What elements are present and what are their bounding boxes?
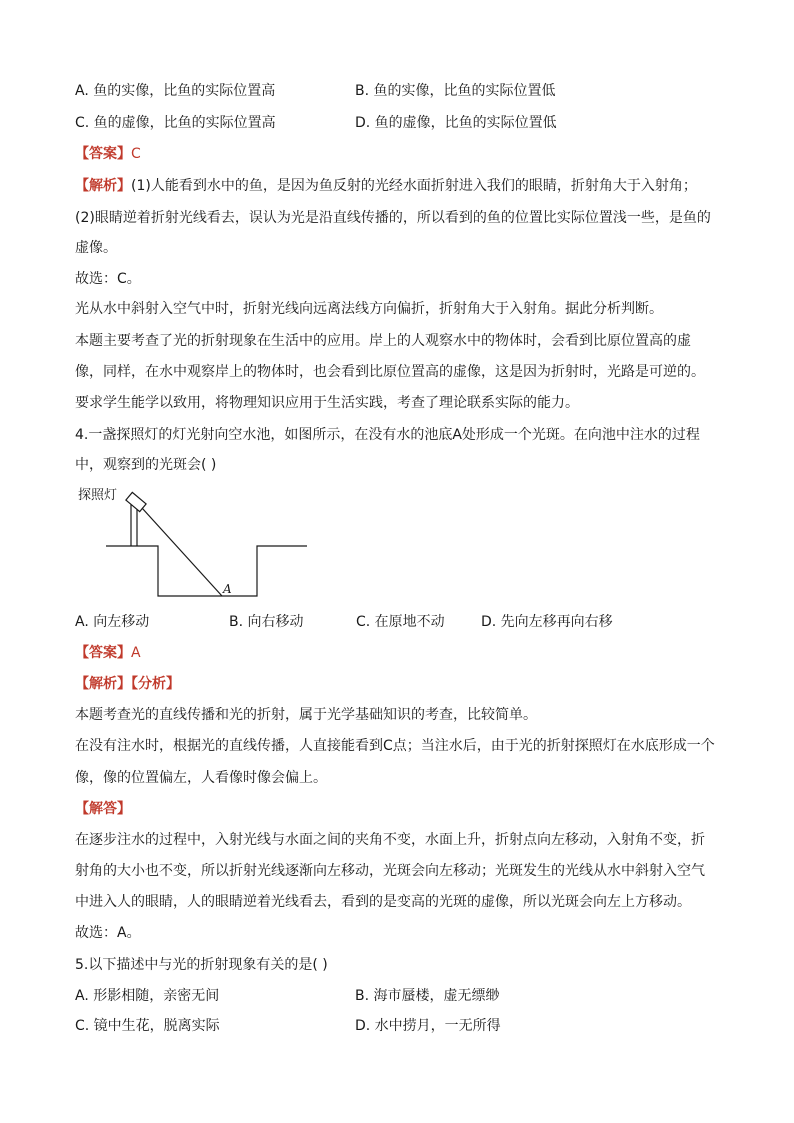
q3-note-line-2: 本题主要考查了光的折射现象在生活中的应用。岸上的人观察水中的物体时，会看到比原位置高的虚 bbox=[75, 333, 691, 349]
analysis-text: (1)人能看到水中的鱼，是因为鱼反射的光经水面折射进入我们的眼睛，折射角大于入射角； bbox=[131, 178, 697, 194]
q3-option-c: C. 鱼的虚像，比鱼的实际位置高 bbox=[75, 115, 276, 131]
light-ray bbox=[142, 508, 222, 596]
q4-solution-line-3: 中进入人的眼睛，人的眼睛逆着光线看去，看到的是变高的光斑的虚像，所以光斑会向左上方移动。 bbox=[75, 894, 691, 910]
q3-analysis-line-1 bbox=[75, 176, 697, 196]
q3-option-a: A. 鱼的实像，比鱼的实际位置高 bbox=[75, 83, 276, 99]
q3-note-line-3: 像，同样，在水中观察岸上的物体时，也会看到比原位置高的虚像，这是因为折射时，光路是可逆的。 bbox=[75, 364, 705, 380]
q4-analysis-line-1: 本题考查光的直线传播和光的折射，属于光学基础知识的考查，比较简单。 bbox=[75, 707, 537, 723]
q3-note-line-1: 光从水中斜射入空气中时，折射光线向远离法线方向偏折，折射角大于入射角。据此分析判断。 bbox=[75, 301, 663, 317]
lamp-label: 探照灯 bbox=[78, 488, 118, 503]
answer-value: C bbox=[131, 146, 141, 162]
q3-analysis-line-3: 虚像。 bbox=[75, 240, 117, 256]
q4-option-b: B. 向右移动 bbox=[229, 614, 304, 630]
q4-analysis-line-3: 像，像的位置偏左，人看像时像会偏上。 bbox=[75, 770, 327, 786]
q3-note-line-4: 要求学生能学以致用，将物理知识应用于生活实践，考查了理论联系实际的能力。 bbox=[75, 395, 579, 411]
answer-tag: 【答案】 bbox=[75, 645, 131, 661]
analysis-tag: 【解析】 bbox=[75, 178, 131, 194]
point-a-label: A bbox=[223, 582, 232, 596]
q4-option-c: C. 在原地不动 bbox=[356, 614, 445, 630]
q4-choice: 故选：A。 bbox=[75, 925, 141, 941]
q4-stem-line-1: 4.一盏探照灯的灯光射向空水池，如图所示，在没有水的池底A处形成一个光斑。在向池中注水的过程 bbox=[75, 427, 700, 443]
answer-value: A bbox=[131, 645, 141, 661]
q3-analysis-line-2: (2)眼睛逆着折射光线看去，误认为光是沿直线传播的，所以看到的鱼的位置比实际位置浅一些，是鱼的 bbox=[75, 210, 711, 226]
q3-option-d: D. 鱼的虚像，比鱼的实际位置低 bbox=[355, 115, 557, 131]
analysis-tag: 【解析】【分析】 bbox=[75, 676, 180, 692]
q5-stem: 5.以下描述中与光的折射现象有关的是( ) bbox=[75, 957, 328, 973]
q5-option-c: C. 镜中生花，脱离实际 bbox=[75, 1018, 220, 1034]
pool-outline bbox=[106, 546, 307, 596]
q4-analysis-line-2: 在没有注水时，根据光的直线传播，人直接能看到C点；当注水后，由于光的折射探照灯在水底形成一个 bbox=[75, 738, 715, 754]
q3-choice: 故选：C。 bbox=[75, 271, 141, 287]
q5-option-b: B. 海市蜃楼，虚无缥缈 bbox=[355, 988, 500, 1004]
q5-option-a: A. 形影相随，亲密无间 bbox=[75, 988, 220, 1004]
q4-figure bbox=[70, 482, 315, 602]
q3-answer bbox=[75, 144, 141, 164]
q4-solution-line-2: 射角的大小也不变，所以折射光线逐渐向左移动，光斑会向左移动；光斑发生的光线从水中斜射入空气 bbox=[75, 863, 705, 879]
q4-solution-heading bbox=[75, 799, 131, 819]
answer-tag: 【答案】 bbox=[75, 146, 131, 162]
q5-option-d: D. 水中捞月，一无所得 bbox=[355, 1018, 501, 1034]
q4-stem-line-2: 中，观察到的光斑会( ) bbox=[75, 457, 217, 473]
solution-tag: 【解答】 bbox=[75, 801, 131, 817]
q4-option-d: D. 先向左移再向右移 bbox=[481, 614, 613, 630]
q4-analysis-heading bbox=[75, 674, 180, 694]
q4-option-a: A. 向左移动 bbox=[75, 614, 150, 630]
q3-option-b: B. 鱼的实像，比鱼的实际位置低 bbox=[355, 83, 556, 99]
q4-answer bbox=[75, 643, 141, 663]
q4-solution-line-1: 在逐步注水的过程中，入射光线与水面之间的夹角不变，水面上升，折射点向左移动，入射角不变，折 bbox=[75, 832, 705, 848]
